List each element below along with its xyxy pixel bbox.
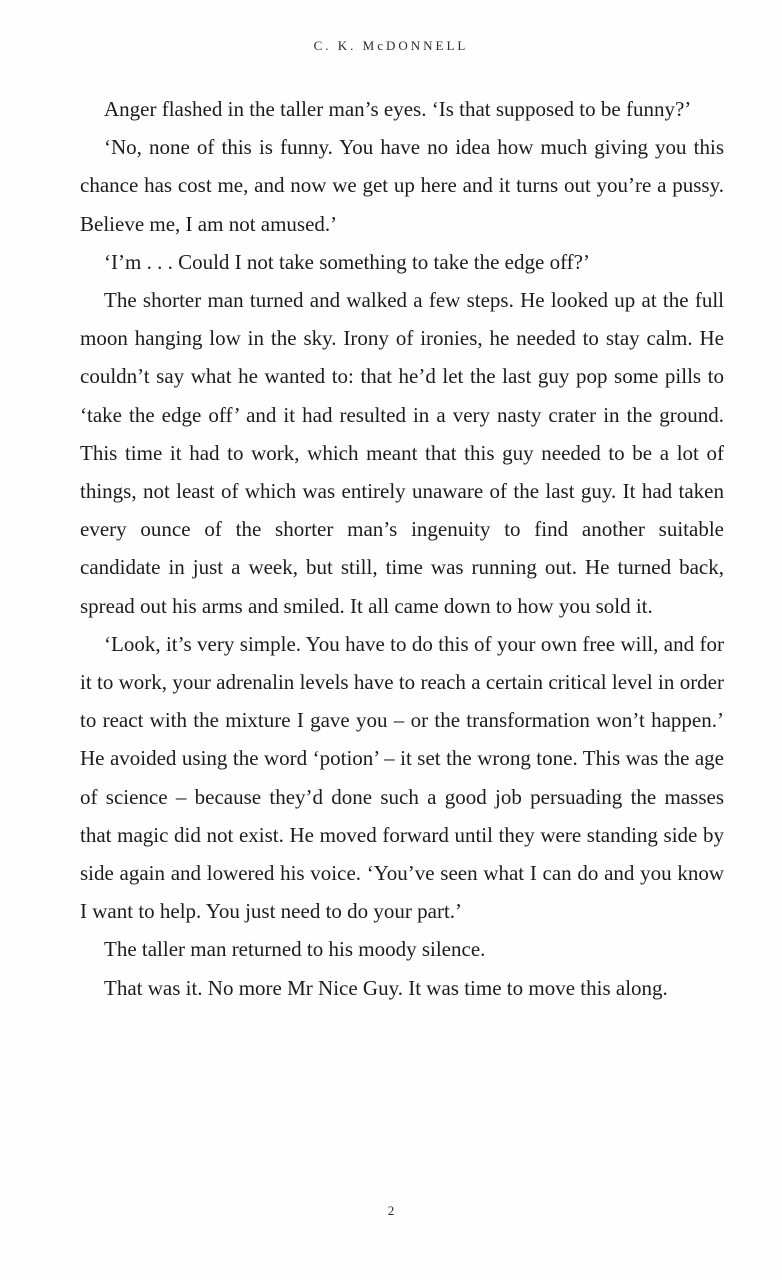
paragraph: ‘No, none of this is funny. You have no idea how much giving you this chance has cost me, and now we get up here and it turns out you’re a pussy. Believe me, I am not amused.’ <box>80 135 724 236</box>
body-text <box>80 90 724 1007</box>
running-head: C. K. McDONNELL <box>313 38 469 53</box>
paragraph: Anger flashed in the taller man’s eyes. ‘Is that supposed to be funny?’ <box>104 97 692 121</box>
paragraph: That was it. No more Mr Nice Guy. It was time to move this along. <box>104 975 668 1000</box>
paragraph: ‘Look, it’s very simple. You have to do this of your own free will, and for it to work, your adrenalin levels have to reach a certain critical level in order to react with the mixture I gave you – or the transformation won’t happen.’ He avoided using the word ‘potion’ – it set the wrong tone. This was the age of science – because they’d done such a good job persuading the masses that magic did not exist. He moved forward until they were standing side by side again and lowered his voice. ‘You’ve seen what I can do and you know I want to help. You just need to do your part.’ <box>80 631 724 924</box>
paragraph: The shorter man turned and walked a few steps. He looked up at the full moon hanging low in the sky. Irony of ironies, he needed to stay calm. He couldn’t say what he wanted to: that he’d let the last guy pop some pills to ‘take the edge off’ and it had resulted in a very nasty crater in the ground. This time it had to work, which meant that this guy needed to be a lot of things, not least of which was entirely unaware of the last guy. It had taken every ounce of the shorter man’s ingenuity to find another suitable candidate in just a week, but still, time was running out. He turned back, spread out his arms and smiled. It all came down to how you sold it. <box>80 288 724 618</box>
paragraph: The taller man returned to his moody silence. <box>104 937 486 962</box>
paragraph: ‘I’m . . . Could I not take something to take the edge off?’ <box>104 249 590 274</box>
page-number: 2 <box>387 1203 395 1218</box>
